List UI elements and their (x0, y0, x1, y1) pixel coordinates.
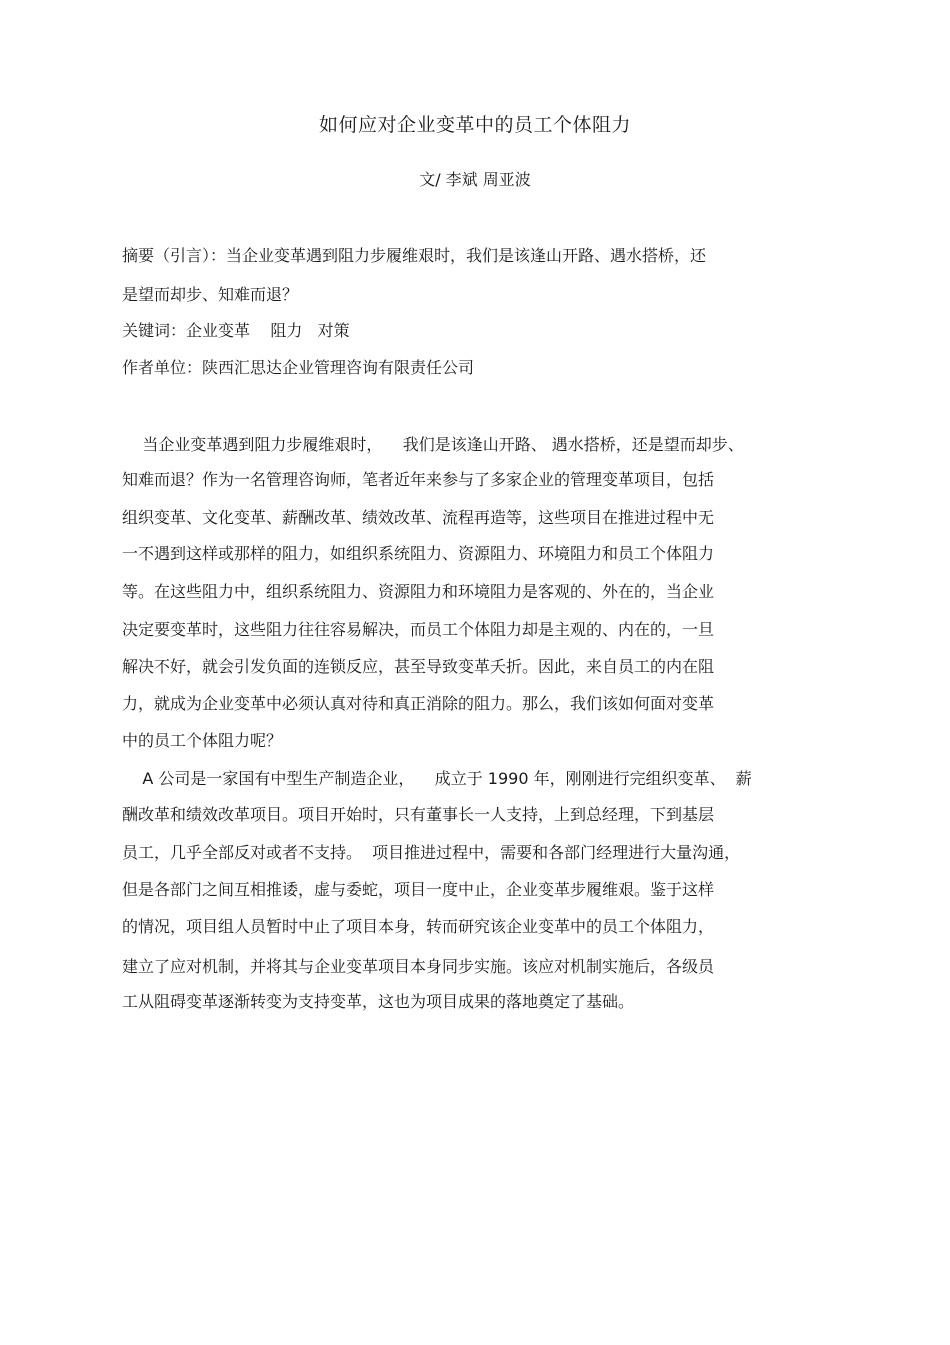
paragraph-line: A 公司是一家国有中型生产制造企业， 成立于 1990 年，刚刚进行完组织变革、 薪 (122, 769, 752, 788)
paragraph-line: 知难而退？作为一名管理咨询师，笔者近年来参与了多家企业的管理变革项目，包括 (122, 470, 715, 489)
paragraph-line: 组织变革、文化变革、薪酬改革、绩效改革、流程再造等，这些项目在推进过程中无 (122, 508, 715, 527)
author-line: 文/ 李斌 周亚波 (419, 170, 531, 189)
abstract-line: 摘要（引言）：当企业变革遇到阻力步履维艰时，我们是该逢山开路、遇水搭桥，还 (122, 246, 707, 265)
paragraph-line: 一不遇到这样或那样的阻力，如组织系统阻力、资源阻力、环境阻力和员工个体阻力 (122, 544, 715, 563)
document-title: 如何应对企业变革中的员工个体阻力 (318, 114, 631, 136)
paragraph-line: 当企业变革遇到阻力步履维艰时， 我们是该逢山开路、 遇水搭桥，还是望而却步、 (122, 435, 744, 454)
paragraph-line: 的情况，项目组人员暂时中止了项目本身，转而研究该企业变革中的员工个体阻力， (122, 917, 715, 936)
paragraph-line: 但是各部门之间互相推诿，虚与委蛇，项目一度中止，企业变革步履维艰。鉴于这样 (122, 880, 715, 899)
affiliation-line: 作者单位：陕西汇思达企业管理咨询有限责任公司 (122, 358, 475, 377)
paragraph-line: 员工，几乎全部反对或者不支持。 项目推进过程中，需要和各部门经理进行大量沟通， (122, 843, 741, 862)
paragraph-line: 酬改革和绩效改革项目。项目开始时，只有董事长一人支持，上到总经理，下到基层 (122, 805, 715, 824)
abstract-line: 是望而却步、知难而退？ (122, 285, 299, 304)
paragraph-line: 工从阻碍变革逐渐转变为支持变革，这也为项目成果的落地奠定了基础。 (122, 992, 635, 1011)
paragraph-line: 等。在这些阻力中，组织系统阻力、资源阻力和环境阻力是客观的、外在的，当企业 (122, 582, 715, 601)
keywords-line: 关键词：企业变革 阻力 对策 (122, 321, 350, 340)
paragraph-line: 中的员工个体阻力呢？ (122, 731, 283, 750)
paragraph-line: 力，就成为企业变革中必须认真对待和真正消除的阻力。那么，我们该如何面对变革 (122, 694, 715, 713)
paragraph-line: 解决不好，就会引发负面的连锁反应，甚至导致变革夭折。因此，来自员工的内在阻 (122, 657, 715, 676)
paragraph-line: 建立了应对机制，并将其与企业变革项目本身同步实施。该应对机制实施后，各级员 (122, 957, 715, 976)
paragraph-line: 决定要变革时，这些阻力往往容易解决，而员工个体阻力却是主观的、内在的，一旦 (122, 620, 715, 639)
